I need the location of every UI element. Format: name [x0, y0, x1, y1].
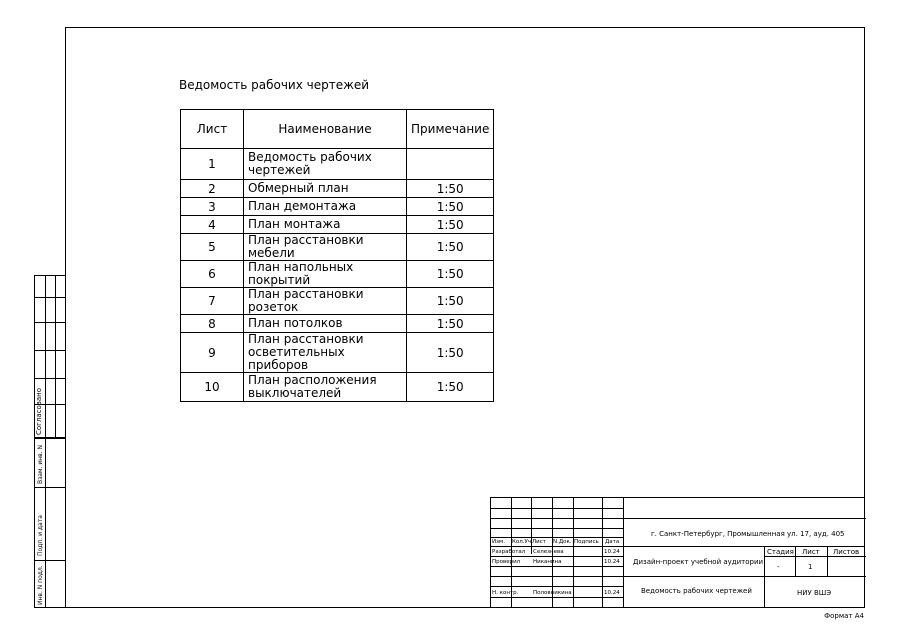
- divider: [55, 275, 56, 438]
- divider: [795, 546, 796, 576]
- row-num: 8: [181, 315, 244, 333]
- stage-label: Стадия: [767, 548, 794, 556]
- table-row: [181, 180, 494, 198]
- stage-value: -: [777, 563, 780, 571]
- row-name: План демонтажа: [244, 198, 407, 216]
- checked-name: Никанина: [533, 559, 562, 565]
- row-note: 1:50: [407, 234, 494, 261]
- col-header: N.Док.: [553, 539, 572, 545]
- row-note: 1:50: [407, 198, 494, 216]
- header-note: Примечание: [407, 110, 494, 149]
- row-name: Обмерный план: [244, 180, 407, 198]
- divider: [827, 546, 828, 576]
- row-note: 1:50: [407, 315, 494, 333]
- col-header: Кол.Уч.: [512, 539, 533, 545]
- row-note: 1:50: [407, 288, 494, 315]
- row-name: План расстановки мебели: [244, 234, 407, 261]
- developed-date: 10.24: [604, 549, 620, 555]
- row-num: 10: [181, 373, 244, 402]
- row-note: 1:50: [407, 180, 494, 198]
- table-row: [181, 216, 494, 234]
- divider: [491, 556, 623, 557]
- checked-date: 10.24: [604, 559, 620, 565]
- table-row: [181, 333, 494, 373]
- col-header: Дата: [605, 539, 620, 545]
- normcontrol-date: 10.24: [604, 590, 620, 596]
- table-row: [181, 288, 494, 315]
- divider: [491, 508, 623, 509]
- col-header: Изм.: [492, 539, 505, 545]
- sheet-value: 1: [808, 563, 813, 571]
- row-num: 6: [181, 261, 244, 288]
- table-header-row: [181, 110, 494, 149]
- agreed-label: Согласовано: [35, 387, 43, 435]
- developed-label: Разработал: [492, 549, 526, 555]
- normcontrol-name: Половникина: [533, 590, 572, 596]
- row-note: [407, 149, 494, 180]
- divider: [34, 378, 66, 379]
- divider: [491, 597, 623, 598]
- drawings-table: [180, 109, 494, 402]
- row-name: План напольных покрытий: [244, 261, 407, 288]
- col-header: Лист: [532, 539, 546, 545]
- row-note: 1:50: [407, 373, 494, 402]
- address: г. Санкт-Петербург, Промышленная ул. 17, ауд. 405: [651, 530, 845, 538]
- row-note: 1:50: [407, 261, 494, 288]
- divider: [491, 528, 623, 529]
- divider: [491, 537, 623, 538]
- replace-inv-label: Взам. инв. N: [37, 445, 44, 484]
- table-row: [181, 261, 494, 288]
- row-name: План монтажа: [244, 216, 407, 234]
- divider: [34, 350, 66, 351]
- col-header: Подпись: [574, 539, 599, 545]
- divider: [573, 498, 574, 608]
- table-row: [181, 198, 494, 216]
- divider: [491, 518, 623, 519]
- row-name: План потолков: [244, 315, 407, 333]
- divider: [45, 275, 46, 438]
- row-num: 2: [181, 180, 244, 198]
- divider: [34, 297, 66, 298]
- sheets-label: Листов: [833, 548, 860, 556]
- divider: [623, 576, 866, 577]
- sign-date-label: Подп. и дата: [37, 515, 44, 556]
- page-title: Ведомость рабочих чертежей: [179, 78, 370, 92]
- divider: [491, 566, 623, 567]
- normcontrol-label: Н. контр.: [492, 590, 519, 596]
- table-row: [181, 373, 494, 402]
- inv-orig-label: Инв. N подл.: [37, 565, 44, 605]
- divider: [623, 518, 866, 519]
- row-num: 9: [181, 333, 244, 373]
- divider: [34, 322, 66, 323]
- row-num: 1: [181, 149, 244, 180]
- title-block: [490, 497, 865, 608]
- row-note: 1:50: [407, 216, 494, 234]
- divider: [491, 576, 623, 577]
- divider: [623, 498, 624, 608]
- table-row: [181, 234, 494, 261]
- row-name: Ведомость рабочих чертежей: [244, 149, 407, 180]
- table-row: [181, 315, 494, 333]
- header-name: Наименование: [244, 110, 407, 149]
- drawing-name: Ведомость рабочих чертежей: [641, 587, 752, 595]
- checked-label: Проверил: [492, 559, 521, 565]
- divider: [45, 438, 46, 608]
- format-label: Формат А4: [824, 612, 864, 620]
- divider: [34, 487, 66, 488]
- divider: [491, 546, 865, 547]
- row-note: 1:50: [407, 333, 494, 373]
- row-num: 3: [181, 198, 244, 216]
- developed-name: Селезнева: [533, 549, 564, 555]
- project-name: Дизайн-проект учебной аудитории: [633, 558, 764, 566]
- divider: [764, 556, 866, 557]
- divider: [602, 498, 603, 608]
- divider: [491, 586, 623, 587]
- row-num: 4: [181, 216, 244, 234]
- organization: НИУ ВШЭ: [797, 589, 832, 597]
- row-name: План расстановки осветительных приборов: [244, 333, 407, 373]
- table-row: [181, 149, 494, 180]
- row-num: 7: [181, 288, 244, 315]
- divider: [34, 560, 66, 561]
- header-sheet: Лист: [181, 110, 244, 149]
- row-name: План расположения выключателей: [244, 373, 407, 402]
- row-num: 5: [181, 234, 244, 261]
- sheet-label: Лист: [802, 548, 820, 556]
- row-name: План расстановки розеток: [244, 288, 407, 315]
